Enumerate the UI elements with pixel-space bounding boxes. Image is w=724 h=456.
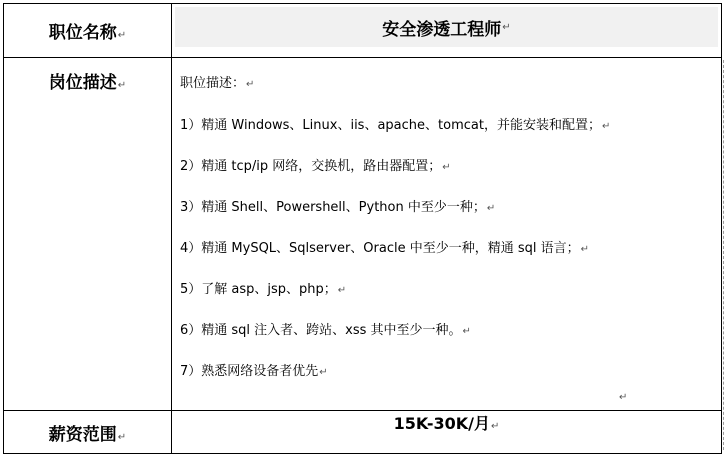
job-title-label-cell: [4, 4, 172, 58]
job-title-value-cell: [172, 4, 722, 58]
paragraph-mark: ↵: [619, 392, 628, 403]
paragraph-mark: ↵: [246, 79, 255, 90]
paragraph-mark: ↵: [601, 121, 611, 132]
paragraph-mark: ↵: [442, 162, 451, 173]
job-description-value-cell: [172, 58, 722, 411]
paragraph-mark: ↵: [502, 21, 511, 33]
requirement-text: 1）精通 Windows、Linux、iis、apache、tomcat，并能安装和配置；: [180, 118, 601, 133]
paragraph-mark: ↵: [486, 203, 496, 214]
requirement-text: 2）精通 tcp/ip 网络，交换机，路由器配置；: [180, 159, 442, 174]
requirement-text: 7）熟悉网络设备者优先: [180, 364, 319, 379]
paragraph-mark: ↵: [491, 421, 500, 432]
job-title-label: 职位名称: [48, 23, 117, 43]
paragraph-mark: ↵: [117, 80, 127, 91]
salary-label-cell: [4, 411, 172, 454]
salary-label: 薪资范围: [48, 424, 117, 445]
paragraph-mark: ↵: [462, 326, 471, 337]
salary-value: 15K-30K/月: [393, 414, 491, 433]
job-description-heading-text: 职位描述：: [180, 76, 246, 91]
requirement-item: [180, 114, 610, 133]
paragraph-mark: ↵: [580, 244, 590, 255]
salary-value-cell: [172, 411, 722, 454]
page-edge-guide: [719, 60, 724, 450]
requirement-item: [180, 360, 328, 379]
requirement-text: 3）精通 Shell、Powershell、Python 中至少一种；: [180, 200, 486, 215]
requirement-item: [180, 155, 451, 174]
salary-row: [4, 411, 722, 454]
paragraph-mark: ↵: [319, 367, 328, 378]
paragraph-mark: ↵: [117, 30, 127, 41]
job-description-heading: [180, 72, 254, 91]
job-title-row: [4, 4, 722, 58]
job-title-band: [175, 7, 718, 47]
requirement-item: [180, 237, 589, 256]
requirement-item: [180, 196, 495, 215]
paragraph-mark: ↵: [337, 285, 347, 296]
job-posting-table: [3, 3, 722, 454]
job-description-row: [4, 58, 722, 411]
requirement-text: 6）精通 sql 注入者、跨站、xss 其中至少一种。: [180, 323, 462, 338]
job-description-label-cell: [4, 58, 172, 411]
requirement-item: [180, 319, 471, 338]
requirement-text: 4）精通 MySQL、Sqlserver、Oracle 中至少一种，精通 sql 语言；: [180, 241, 580, 256]
job-description-label: 岗位描述: [48, 73, 117, 93]
job-title-value: 安全渗透工程师: [382, 19, 502, 40]
requirement-text: 5）了解 asp、jsp、php；: [180, 282, 337, 297]
requirement-item: [180, 278, 346, 297]
paragraph-mark: ↵: [117, 431, 127, 443]
